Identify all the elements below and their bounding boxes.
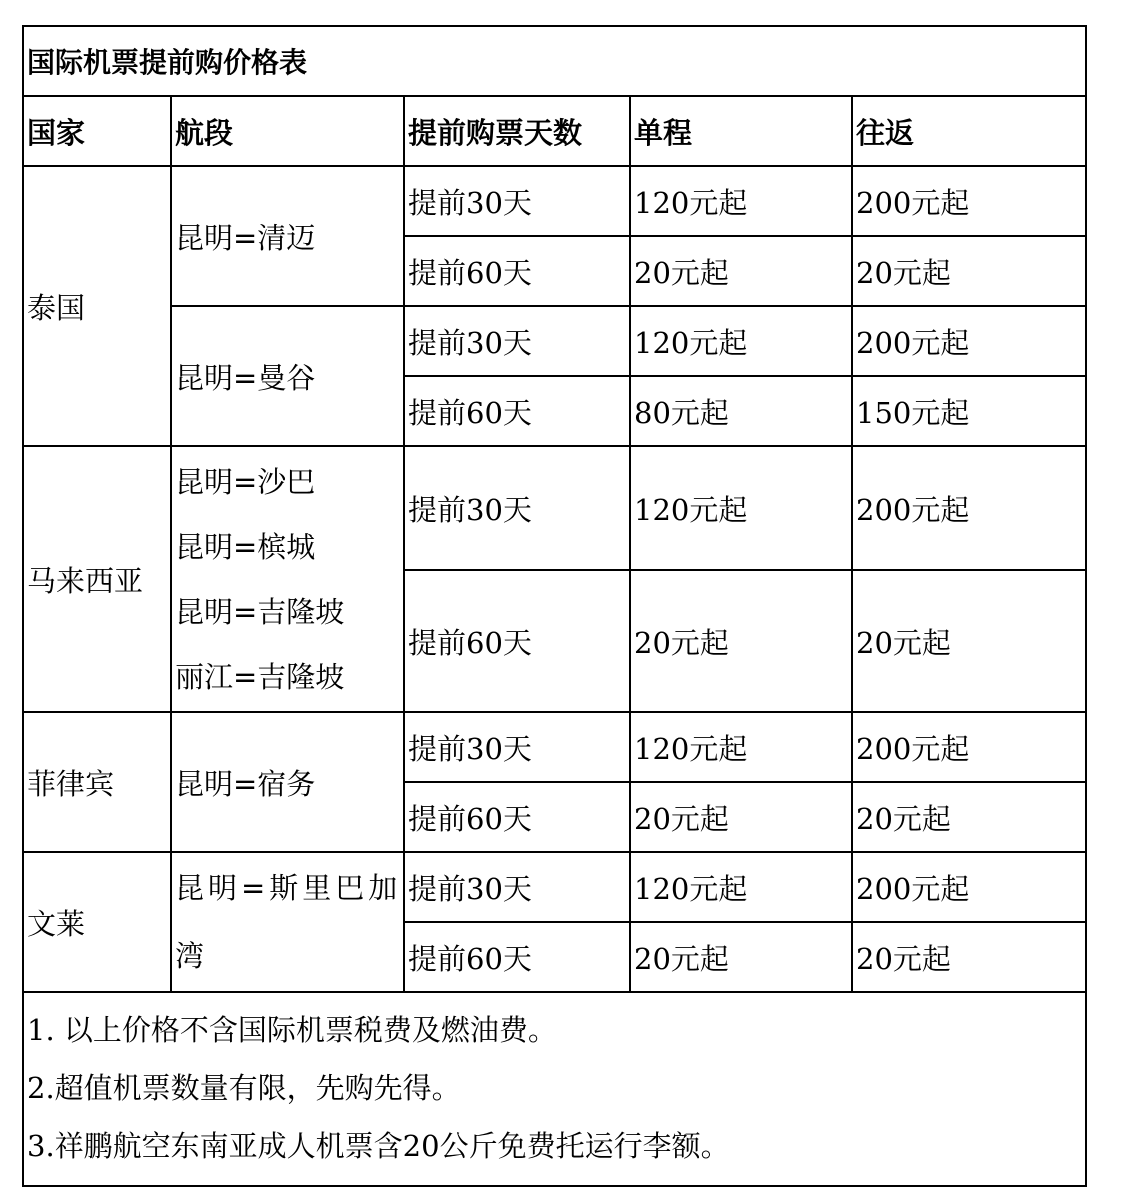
note-item: 2.超值机票数量有限，先购先得。 (27, 1071, 461, 1105)
one-way-price: 120元起 (630, 712, 852, 782)
round-trip-price: 20元起 (852, 570, 1086, 712)
round-trip-price: 200元起 (852, 446, 1086, 570)
one-way-price: 20元起 (630, 782, 852, 852)
round-trip-price: 20元起 (852, 782, 1086, 852)
one-way-price: 120元起 (630, 166, 852, 236)
header-route: 航段 (171, 96, 404, 166)
notes-row (23, 992, 1086, 1186)
advance-cell: 提前30天 (404, 446, 630, 570)
advance-cell: 提前30天 (404, 306, 630, 376)
round-trip-price: 20元起 (852, 922, 1086, 992)
advance-cell: 提前60天 (404, 236, 630, 306)
route-cell: 昆明=宿务 (171, 712, 404, 852)
table-row (23, 166, 1086, 236)
table-row (23, 712, 1086, 782)
route-line: 昆明=吉隆坡 (175, 595, 345, 629)
country-cell: 菲律宾 (23, 712, 171, 852)
title-row (23, 26, 1086, 96)
round-trip-price: 150元起 (852, 376, 1086, 446)
country-cell: 泰国 (23, 166, 171, 446)
round-trip-price: 20元起 (852, 236, 1086, 306)
one-way-price: 20元起 (630, 570, 852, 712)
note-item: 3.祥鹏航空东南亚成人机票含20公斤免费托运行李额。 (27, 1129, 730, 1163)
one-way-price: 20元起 (630, 236, 852, 306)
one-way-price: 20元起 (630, 922, 852, 992)
table-title: 国际机票提前购价格表 (23, 26, 1086, 96)
one-way-price: 120元起 (630, 446, 852, 570)
country-cell: 马来西亚 (23, 446, 171, 712)
header-advance-days: 提前购票天数 (404, 96, 630, 166)
header-country: 国家 (23, 96, 171, 166)
route-line: 丽江=吉隆坡 (175, 660, 345, 694)
round-trip-price: 200元起 (852, 306, 1086, 376)
route-cell: 昆明=斯里巴加湾 (171, 852, 404, 992)
header-round-trip: 往返 (852, 96, 1086, 166)
one-way-price: 80元起 (630, 376, 852, 446)
route-line: 昆明=沙巴 (175, 465, 316, 499)
round-trip-price: 200元起 (852, 712, 1086, 782)
route-line: 昆明=槟城 (175, 530, 316, 564)
advance-cell: 提前30天 (404, 166, 630, 236)
price-table-container (22, 25, 1087, 1187)
advance-cell: 提前30天 (404, 852, 630, 922)
route-cell: 昆明=曼谷 (171, 306, 404, 446)
route-cell-multi (171, 446, 404, 712)
header-one-way: 单程 (630, 96, 852, 166)
advance-cell: 提前60天 (404, 570, 630, 712)
one-way-price: 120元起 (630, 306, 852, 376)
round-trip-price: 200元起 (852, 852, 1086, 922)
header-row (23, 96, 1086, 166)
route-cell: 昆明=清迈 (171, 166, 404, 306)
advance-cell: 提前60天 (404, 782, 630, 852)
one-way-price: 120元起 (630, 852, 852, 922)
notes-cell (23, 992, 1086, 1186)
country-cell: 文莱 (23, 852, 171, 992)
round-trip-price: 200元起 (852, 166, 1086, 236)
advance-cell: 提前60天 (404, 922, 630, 992)
note-item: 1. 以上价格不含国际机票税费及燃油费。 (27, 1013, 557, 1047)
table-row (23, 852, 1086, 922)
table-row (23, 446, 1086, 570)
table-row (23, 306, 1086, 376)
advance-cell: 提前60天 (404, 376, 630, 446)
price-table (22, 25, 1087, 1187)
advance-cell: 提前30天 (404, 712, 630, 782)
